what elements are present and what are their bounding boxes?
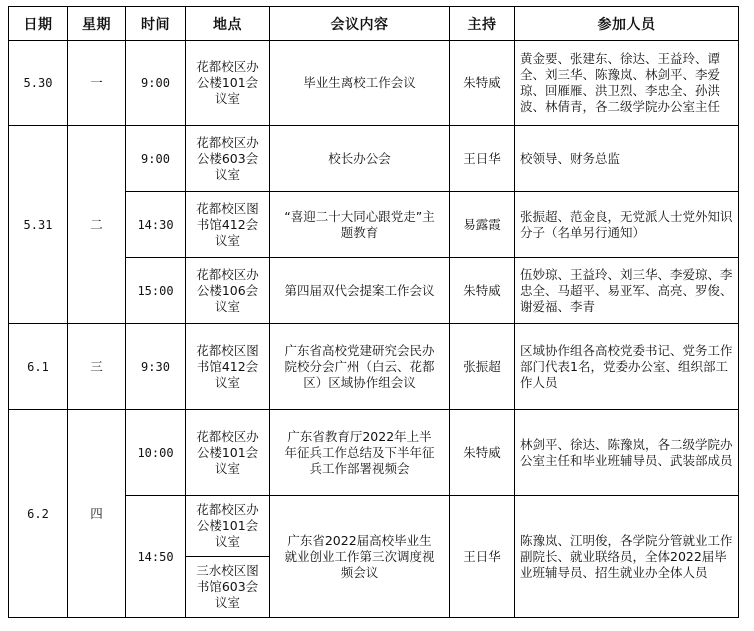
time-cell: 10:00 <box>126 410 186 496</box>
content-cell: 第四届双代会提案工作会议 <box>270 258 450 324</box>
host-cell: 王日华 <box>450 126 515 192</box>
attendees-cell: 张振超、范金良，无党派人士党外知识分子（名单另行通知） <box>515 192 739 258</box>
location-cell: 花都校区办公楼101会议室 <box>186 496 270 557</box>
weekday-cell: 三 <box>68 324 126 410</box>
weekday-cell: 二 <box>68 126 126 324</box>
host-cell: 张振超 <box>450 324 515 410</box>
header-host: 主持 <box>450 7 515 41</box>
location-cell: 花都校区图书馆412会议室 <box>186 192 270 258</box>
content-cell: 校长办公会 <box>270 126 450 192</box>
header-date: 日期 <box>9 7 68 41</box>
time-cell: 14:30 <box>126 192 186 258</box>
weekday-cell: 一 <box>68 41 126 126</box>
content-cell: 广东省高校党建研究会民办院校分会广州（白云、花都区）区域协作组会议 <box>270 324 450 410</box>
attendees-cell: 伍妙琼、王益玲、刘三华、李爱琼、李忠全、马超平、易亚军、高亮、罗俊、谢爱福、李青 <box>515 258 739 324</box>
host-cell: 王日华 <box>450 496 515 618</box>
time-cell: 15:00 <box>126 258 186 324</box>
table-row <box>9 410 739 496</box>
header-content: 会议内容 <box>270 7 450 41</box>
host-cell: 易露霞 <box>450 192 515 258</box>
attendees-cell: 林剑平、徐达、陈豫岚，各二级学院办公室主任和毕业班辅导员、武装部成员 <box>515 410 739 496</box>
time-cell: 9:00 <box>126 41 186 126</box>
header-attendees: 参加人员 <box>515 7 739 41</box>
content-cell: 广东省2022届高校毕业生就业创业工作第三次调度视频会议 <box>270 496 450 618</box>
time-cell: 14:50 <box>126 496 186 618</box>
location-cell: 花都校区办公楼101会议室 <box>186 410 270 496</box>
date-cell: 6.1 <box>9 324 68 410</box>
location-cell: 三水校区图书馆603会议室 <box>186 557 270 618</box>
content-cell: 毕业生离校工作会议 <box>270 41 450 126</box>
table-row <box>9 324 739 410</box>
table-row <box>9 126 739 192</box>
host-cell: 朱特威 <box>450 41 515 126</box>
table-row <box>9 41 739 126</box>
header-row <box>9 7 739 41</box>
attendees-cell: 区域协作组各高校党委书记、党务工作部门代表1名，党委办公室、组织部工作人员 <box>515 324 739 410</box>
meeting-schedule-table <box>8 6 739 618</box>
header-location: 地点 <box>186 7 270 41</box>
location-cell: 花都校区办公楼603会议室 <box>186 126 270 192</box>
attendees-cell: 黄金要、张建东、徐达、王益玲、谭全、刘三华、陈豫岚、林剑平、李爱琼、回雁雁、洪卫烈、李忠全、孙洪波、林倩青，各二级学院办公室主任 <box>515 41 739 126</box>
date-cell: 5.30 <box>9 41 68 126</box>
attendees-cell: 陈豫岚、江明俊，各学院分管就业工作副院长、就业联络员，全体2022届毕业班辅导员、招生就业办全体人员 <box>515 496 739 618</box>
attendees-cell: 校领导、财务总监 <box>515 126 739 192</box>
host-cell: 朱特威 <box>450 410 515 496</box>
weekday-cell: 四 <box>68 410 126 618</box>
header-weekday: 星期 <box>68 7 126 41</box>
time-cell: 9:30 <box>126 324 186 410</box>
location-cell: 花都校区图书馆412会议室 <box>186 324 270 410</box>
time-cell: 9:00 <box>126 126 186 192</box>
content-cell: 广东省教育厅2022年上半年征兵工作总结及下半年征兵工作部署视频会 <box>270 410 450 496</box>
date-cell: 6.2 <box>9 410 68 618</box>
location-cell: 花都校区办公楼106会议室 <box>186 258 270 324</box>
host-cell: 朱特威 <box>450 258 515 324</box>
header-time: 时间 <box>126 7 186 41</box>
schedule-table-container <box>8 6 739 618</box>
date-cell: 5.31 <box>9 126 68 324</box>
content-cell: “喜迎二十大同心跟党走”主题教育 <box>270 192 450 258</box>
location-cell: 花都校区办公楼101会议室 <box>186 41 270 126</box>
